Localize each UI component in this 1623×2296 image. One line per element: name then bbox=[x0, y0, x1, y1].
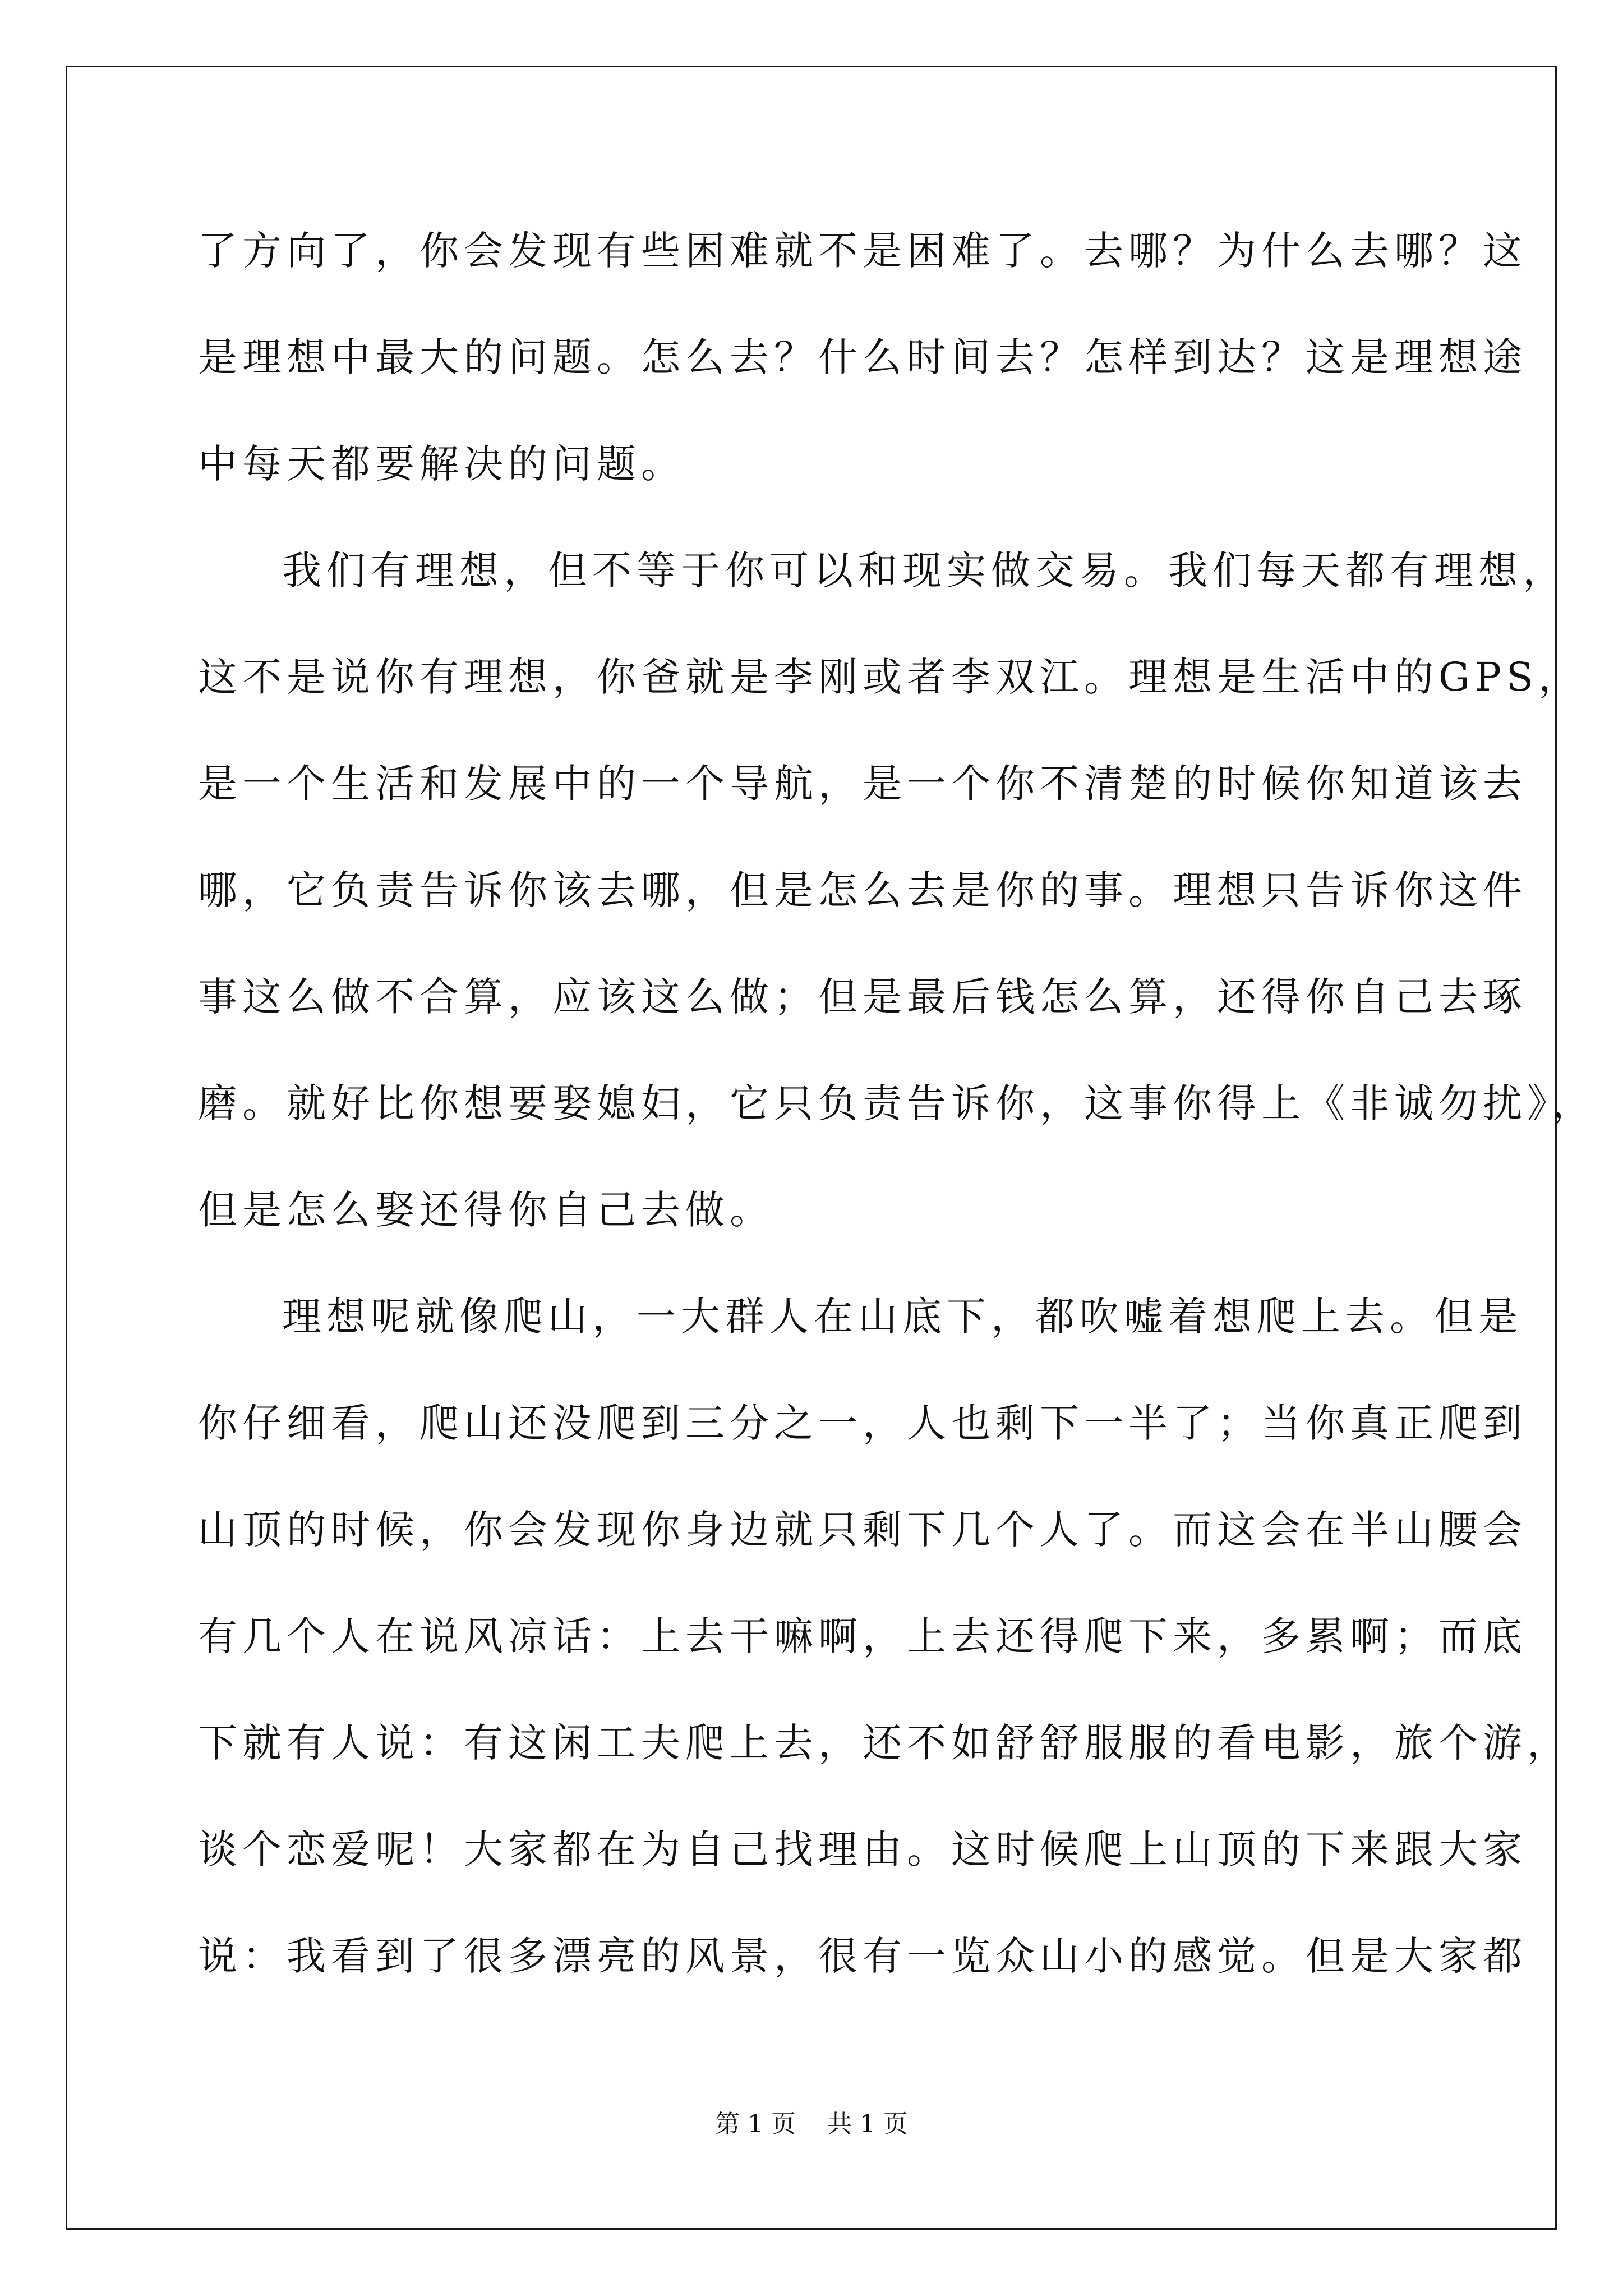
text-line-7: 哪，它负责告诉你该去哪，但是怎么去是你的事。理想只告诉你这件 bbox=[198, 867, 1527, 913]
text-line-4: 我们有理想，但不等于你可以和现实做交易。我们每天都有理想， bbox=[282, 547, 1567, 593]
text-line-16: 谈个恋爱呢！大家都在为自己找理由。这时候爬上山顶的下来跟大家 bbox=[198, 1826, 1527, 1872]
text-line-11: 理想呢就像爬山，一大群人在山底下，都吹嘘着想爬上去。但是 bbox=[282, 1294, 1523, 1340]
text-line-10: 但是怎么娶还得你自己去做。 bbox=[198, 1187, 774, 1233]
text-line-15: 下就有人说：有这闲工夫爬上去，还不如舒舒服服的看电影，旅个游， bbox=[198, 1720, 1571, 1766]
text-line-5: 这不是说你有理想，你爸就是李刚或者李双江。理想是生活中的GPS， bbox=[198, 654, 1583, 700]
page-number: 第 1 页 共 1 页 bbox=[715, 2110, 908, 2138]
text-line-14: 有几个人在说风凉话：上去干嘛啊，上去还得爬下来，多累啊；而底 bbox=[198, 1613, 1527, 1659]
text-line-3: 中每天都要解决的问题。 bbox=[198, 441, 685, 487]
text-line-12: 你仔细看，爬山还没爬到三分之一，人也剩下一半了；当你真正爬到 bbox=[198, 1400, 1527, 1446]
text-line-8: 事这么做不合算，应该这么做；但是最后钱怎么算，还得你自己去琢 bbox=[198, 974, 1527, 1020]
text-line-13: 山顶的时候，你会发现你身边就只剩下几个人了。而这会在半山腰会 bbox=[198, 1507, 1527, 1553]
text-line-17: 说：我看到了很多漂亮的风景，很有一览众山小的感觉。但是大家都 bbox=[198, 1933, 1527, 1979]
text-line-9: 磨。就好比你想要娶媳妇，它只负责告诉你，这事你得上《非诚勿扰》， bbox=[198, 1080, 1596, 1126]
text-line-1: 了方向了，你会发现有些困难就不是困难了。去哪？为什么去哪？这 bbox=[198, 228, 1527, 274]
page-border bbox=[66, 66, 1596, 2230]
text-line-2: 是理想中最大的问题。怎么去？什么时间去？怎样到达？这是理想途 bbox=[198, 334, 1527, 380]
text-line-6: 是一个生活和发展中的一个导航，是一个你不清楚的时候你知道该去 bbox=[198, 761, 1527, 807]
